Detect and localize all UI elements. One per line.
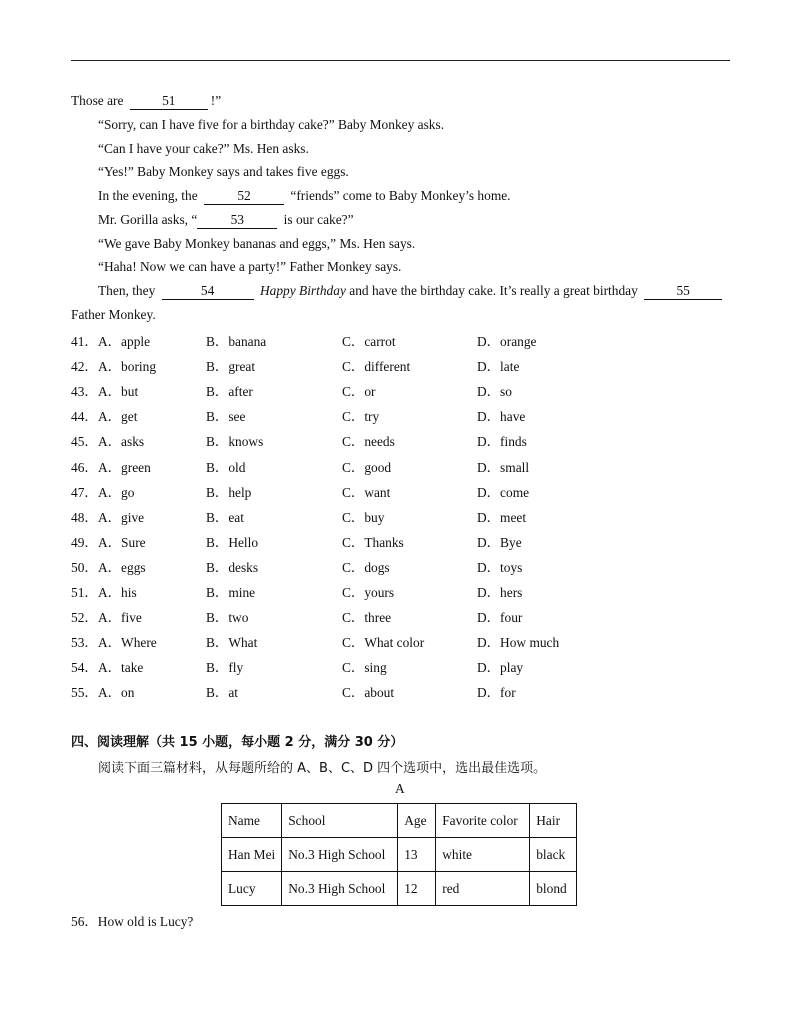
option-d: D．for	[477, 685, 516, 701]
blank-52: 52	[204, 189, 284, 205]
option-a: A．eggs	[98, 559, 146, 575]
blank-53: 53	[197, 213, 277, 229]
table-header-cell: Hair	[530, 804, 577, 838]
table-cell: Lucy	[222, 872, 282, 906]
option-c: C．yours	[342, 585, 395, 600]
passage-line-7: “We gave Baby Monkey bananas and eggs,” Ms. Hen says.	[98, 236, 416, 251]
option-b: B．Hello	[206, 534, 259, 550]
option-d: D．so	[477, 384, 512, 400]
option-d: D．hers	[477, 585, 523, 600]
passage-label: A	[395, 781, 405, 796]
passage-line-10: Father Monkey.	[71, 307, 156, 322]
question-number: 51．	[71, 585, 98, 600]
table-row	[222, 872, 577, 906]
passage-line-8: “Haha! Now we can have a party!” Father Monkey says.	[98, 259, 402, 274]
option-b: B．desks	[206, 559, 259, 575]
option-a: A．asks	[98, 434, 145, 450]
question-number: 47．	[71, 484, 98, 500]
option-a: A．five	[98, 610, 142, 626]
option-b: B．eat	[206, 509, 244, 525]
question-number: 45．	[71, 434, 98, 450]
option-a: A．Where	[98, 635, 157, 651]
song-title: Happy Birthday	[259, 283, 346, 298]
option-b: B．old	[206, 459, 246, 475]
option-c: C．sing	[342, 660, 387, 676]
question-number: 44．	[71, 409, 98, 425]
option-b: B．two	[206, 610, 249, 626]
option-a: A．Sure	[98, 534, 146, 550]
question-number: 55．	[71, 685, 98, 701]
passage-line-3: “Can I have your cake?” Ms. Hen asks.	[98, 141, 309, 156]
option-d: D．How much	[477, 635, 560, 651]
question-number: 41．	[71, 334, 98, 349]
option-c: C．about	[342, 685, 395, 701]
option-b: B．knows	[206, 434, 264, 450]
passage-text: In the evening, the	[98, 188, 198, 203]
option-b: B．after	[206, 384, 253, 400]
table-cell: 12	[398, 872, 436, 906]
passage-text: !”	[210, 93, 222, 108]
passage-line-5	[98, 188, 511, 205]
option-d: D．play	[477, 660, 524, 676]
option-a: A．apple	[98, 334, 151, 349]
passage-line-4: “Yes!” Baby Monkey says and takes five eggs.	[98, 164, 349, 179]
option-a: A．get	[98, 409, 138, 425]
option-a: A．boring	[98, 359, 157, 375]
option-c: C．different	[342, 359, 411, 375]
passage-text: “friends” come to Baby Monkey’s home.	[290, 188, 511, 203]
option-d: D．small	[477, 459, 530, 475]
option-c: C．or	[342, 384, 376, 400]
passage-text: and have the birthday cake. It’s really a great birthday	[349, 283, 638, 298]
question-56: 56．How old is Lucy?	[71, 914, 194, 929]
option-b: B．banana	[206, 334, 267, 349]
option-d: D．meet	[477, 509, 527, 525]
option-b: B．at	[206, 685, 238, 701]
question-number: 43．	[71, 384, 98, 400]
table-row	[222, 838, 577, 872]
question-number: 49．	[71, 534, 98, 550]
section-instruction: 阅读下面三篇材料，从每题所给的 A、B、C、D 四个选项中，选出最佳选项。	[98, 761, 547, 776]
option-c: C．try	[342, 409, 380, 425]
option-a: A．but	[98, 384, 139, 400]
table-header-cell: Age	[398, 804, 436, 838]
option-a: A．go	[98, 484, 135, 500]
option-b: B．What	[206, 635, 258, 651]
passage-text: Then, they	[98, 283, 156, 298]
option-a: A．give	[98, 509, 145, 525]
table-cell: blond	[530, 872, 577, 906]
blank-51: 51	[130, 94, 208, 110]
option-d: D．Bye	[477, 534, 522, 550]
info-table	[221, 803, 577, 906]
table-header-cell: Favorite color	[436, 804, 530, 838]
passage-text: is our cake?”	[283, 212, 354, 227]
table-header-cell: Name	[222, 804, 282, 838]
table-cell: No.3 High School	[282, 872, 398, 906]
option-c: C．dogs	[342, 559, 390, 575]
table-cell: white	[436, 838, 530, 872]
table-cell: No.3 High School	[282, 838, 398, 872]
option-b: B．great	[206, 359, 256, 375]
passage-line-9	[98, 283, 725, 300]
blank-54: 54	[162, 284, 254, 300]
table-cell: 13	[398, 838, 436, 872]
passage-text: Those are	[71, 93, 124, 108]
option-c: C．What color	[342, 635, 425, 651]
passage-line-6	[98, 212, 354, 229]
option-b: B．mine	[206, 585, 256, 600]
option-c: C．three	[342, 610, 392, 626]
option-a: A．take	[98, 660, 144, 676]
option-c: C．carrot	[342, 334, 396, 349]
question-number: 54．	[71, 660, 98, 676]
option-c: C．needs	[342, 434, 395, 450]
section-heading: 四、阅读理解（共 15 小题，每小题 2 分，满分 30 分）	[71, 735, 404, 750]
option-b: B．see	[206, 409, 246, 425]
option-a: A．green	[98, 459, 151, 475]
option-d: D．toys	[477, 559, 523, 575]
question-number: 52．	[71, 610, 98, 626]
option-a: A．on	[98, 685, 135, 701]
table-header-row	[222, 804, 577, 838]
option-c: C．good	[342, 459, 392, 475]
option-d: D．come	[477, 484, 530, 500]
question-number: 50．	[71, 559, 98, 575]
option-d: D．finds	[477, 434, 527, 450]
option-a: A．his	[98, 585, 137, 600]
option-d: D．have	[477, 409, 526, 425]
passage-line-1	[71, 93, 221, 110]
option-d: D．four	[477, 610, 523, 626]
option-c: C．buy	[342, 509, 385, 525]
passage-text: Mr. Gorilla asks, “	[98, 212, 198, 227]
option-d: D．orange	[477, 334, 537, 349]
passage-line-2: “Sorry, can I have five for a birthday cake?” Baby Monkey asks.	[98, 117, 445, 132]
option-b: B．help	[206, 484, 252, 500]
table-cell: Han Mei	[222, 838, 282, 872]
option-c: C．Thanks	[342, 534, 404, 550]
table-cell: red	[436, 872, 530, 906]
blank-55: 55	[644, 284, 722, 300]
table-header-cell: School	[282, 804, 398, 838]
option-d: D．late	[477, 359, 520, 375]
question-number: 42．	[71, 359, 98, 375]
question-number: 48．	[71, 509, 98, 525]
question-number: 46．	[71, 459, 98, 475]
option-c: C．want	[342, 484, 391, 500]
table-cell: black	[530, 838, 577, 872]
option-b: B．fly	[206, 660, 244, 676]
question-number: 53．	[71, 635, 98, 651]
header-rule	[71, 60, 730, 61]
